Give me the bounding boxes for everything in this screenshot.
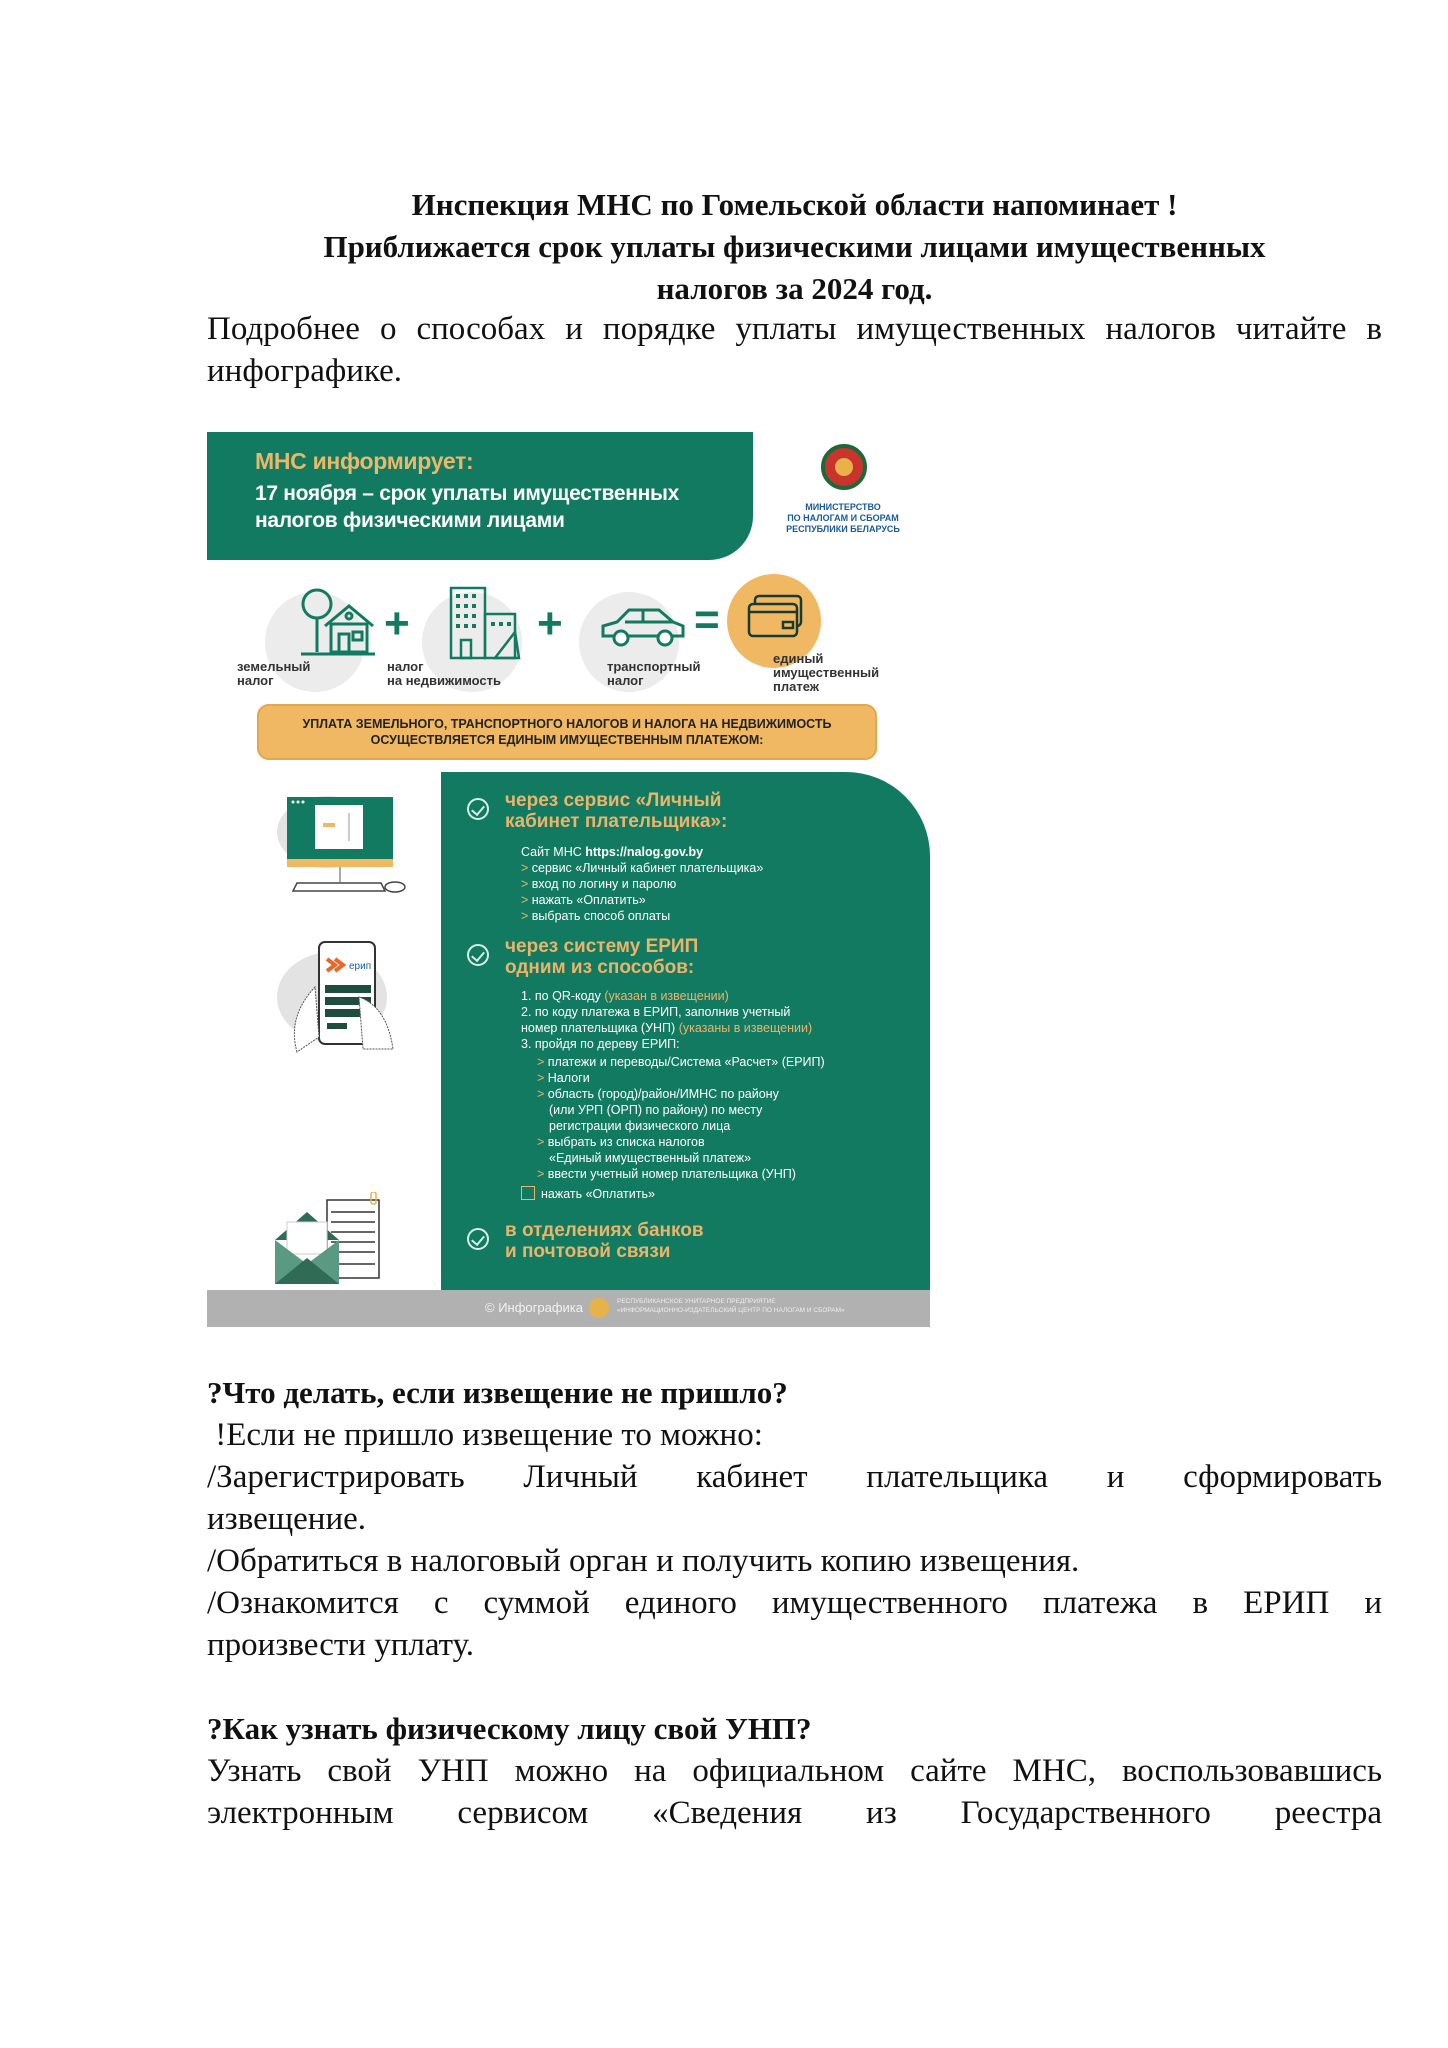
erip-item-1: 1. по QR-коду (указан в извещении) xyxy=(521,989,729,1003)
heading-line-2: Приближается срок уплаты физическими лицами имущественных xyxy=(323,229,1266,264)
ministry-emblem-icon xyxy=(821,444,867,490)
tax-label-unified: единый имущественный платеж xyxy=(773,651,880,694)
method-1-step: > выбрать способ оплаты xyxy=(521,909,671,923)
erip-final-step: нажать «Оплатить» xyxy=(521,1186,655,1202)
tax-label-property: налог на недвижимость xyxy=(387,659,502,688)
banner-line-1: 17 ноября – срок уплаты имущественных xyxy=(255,482,680,505)
computer-illustration xyxy=(267,787,407,907)
tax-equation xyxy=(207,572,930,702)
ministry-logo xyxy=(783,442,903,552)
orange-notice-text: УПЛАТА ЗЕМЕЛЬНОГО, ТРАНСПОРТНОГО НАЛОГОВ И НАЛОГА НА НЕДВИЖИМОСТЬ ОСУЩЕСТВЛЯЕТСЯ ЕДИНЫМ ИМУЩЕСТВЕННЫМ ПЛАТЕЖОМ: xyxy=(302,717,832,747)
method-2-heading: через систему ЕРИП одним из способов: xyxy=(505,936,699,978)
faq-question-2: ?Как узнать физическому лицу свой УНП? xyxy=(207,1711,812,1746)
plus-sign: + xyxy=(384,599,410,648)
method-1-heading: через сервис «Личный кабинет плательщика»: xyxy=(505,790,728,832)
banner-line-2: налогов физическими лицами xyxy=(255,509,565,532)
erip-tree-step: > ввести учетный номер плательщика (УНП) xyxy=(537,1167,796,1181)
erip-tree-step-cont: (или УРП (ОРП) по району) по месту xyxy=(549,1103,763,1117)
erip-label: ерип xyxy=(349,961,372,972)
logo-line-2: ПО НАЛОГАМ И СБОРАМ xyxy=(787,513,899,523)
orange-notice-bar xyxy=(257,704,877,760)
method-1-step: > вход по логину и паролю xyxy=(521,877,677,891)
heading-line-1: Инспекция МНС по Гомельской области напоминает ! xyxy=(411,187,1178,222)
faq-answer-item: /Обратиться в налоговый орган и получить копию извещения. xyxy=(207,1543,1080,1579)
footer-publisher: РЕСПУБЛИКАНСКОЕ УНИТАРНОЕ ПРЕДПРИЯТИЕ «ИНФОРМАЦИОННО-ИЗДАТЕЛЬСКИЙ ЦЕНТР ПО НАЛОГАМ И СБОРАМ» xyxy=(617,1298,845,1314)
infographic xyxy=(207,432,930,1327)
car-icon xyxy=(597,602,689,652)
faq-answer-item: произвести уплату. xyxy=(207,1627,475,1663)
method-3-heading: в отделениях банков и почтовой связи xyxy=(505,1220,704,1262)
check-circle-icon xyxy=(467,798,489,820)
infographic-banner xyxy=(207,432,753,560)
banner-title: МНС информирует: xyxy=(255,448,474,474)
equals-sign: = xyxy=(694,595,720,644)
building-icon xyxy=(445,580,525,662)
ministry-logo-text xyxy=(783,502,903,535)
method-1-step: > сервис «Личный кабинет плательщика» xyxy=(521,861,764,875)
faq-answer-intro: !Если не пришло извещение то можно: xyxy=(207,1417,763,1453)
site-url[interactable]: https://nalog.gov.by xyxy=(585,845,704,859)
wallet-cards-icon xyxy=(745,592,807,642)
faq-answer-item: /Ознакомится с суммой единого имущественного платежа в ЕРИП и xyxy=(207,1585,1382,1621)
envelope-document-illustration xyxy=(269,1192,399,1292)
footer-credit: © Инфографика xyxy=(485,1300,584,1315)
erip-tree-step-cont: «Единый имущественный платеж» xyxy=(549,1151,752,1165)
erip-item-3: 3. пройдя по дереву ЕРИП: xyxy=(521,1037,680,1051)
checkbox-icon xyxy=(521,1186,535,1200)
intro-paragraph: Подробнее о способах и порядке уплаты имущественных налогов читайте в инфографике. xyxy=(207,311,1382,389)
erip-item-2: 2. по коду платежа в ЕРИП, заполнив учетный xyxy=(521,1005,791,1019)
house-tree-icon xyxy=(297,582,377,662)
erip-tree-step: > область (город)/район/ИМНС по району xyxy=(537,1087,779,1101)
method-1-step: > нажать «Оплатить» xyxy=(521,893,646,907)
site-line: Сайт МНС https://nalog.gov.by xyxy=(521,845,704,859)
faq-answer-line: электронным сервисом «Сведения из Государственного реестра xyxy=(207,1795,1382,1831)
phone-erip-illustration xyxy=(267,937,417,1067)
erip-tree-step: > выбрать из списка налогов xyxy=(537,1135,705,1149)
erip-tree-step: > платежи и переводы/Система «Расчет» (ЕРИП) xyxy=(537,1055,825,1069)
erip-tree-step-cont: регистрации физического лица xyxy=(549,1119,731,1133)
plus-sign-2: + xyxy=(537,599,563,648)
faq-answer-item: /Зарегистрировать Личный кабинет плательщика и сформировать xyxy=(207,1459,1382,1495)
faq-answer-item: извещение. xyxy=(207,1501,367,1537)
faq-answer-line: Узнать свой УНП можно на официальном сайте МНС, воспользовавшись xyxy=(207,1753,1382,1789)
erip-tree-step: > Налоги xyxy=(537,1071,590,1085)
faq-question-1: ?Что делать, если извещение не пришло? xyxy=(207,1375,788,1410)
tax-label-transport: транспортный налог xyxy=(607,659,701,688)
check-circle-icon xyxy=(467,1228,489,1250)
publisher-emblem-icon xyxy=(589,1298,609,1318)
heading-line-3: налогов за 2024 год. xyxy=(656,271,933,306)
banner-subtitle xyxy=(255,480,679,534)
logo-line-1: МИНИСТЕРСТВО xyxy=(805,502,881,512)
erip-item-2-cont: номер плательщика (УНП) (указаны в извещении) xyxy=(521,1021,813,1035)
payment-methods-panel xyxy=(441,772,930,1290)
check-circle-icon xyxy=(467,944,489,966)
infographic-footer xyxy=(207,1290,930,1327)
logo-line-3: РЕСПУБЛИКИ БЕЛАРУСЬ xyxy=(786,524,900,534)
tax-label-land: земельный налог xyxy=(237,659,311,688)
